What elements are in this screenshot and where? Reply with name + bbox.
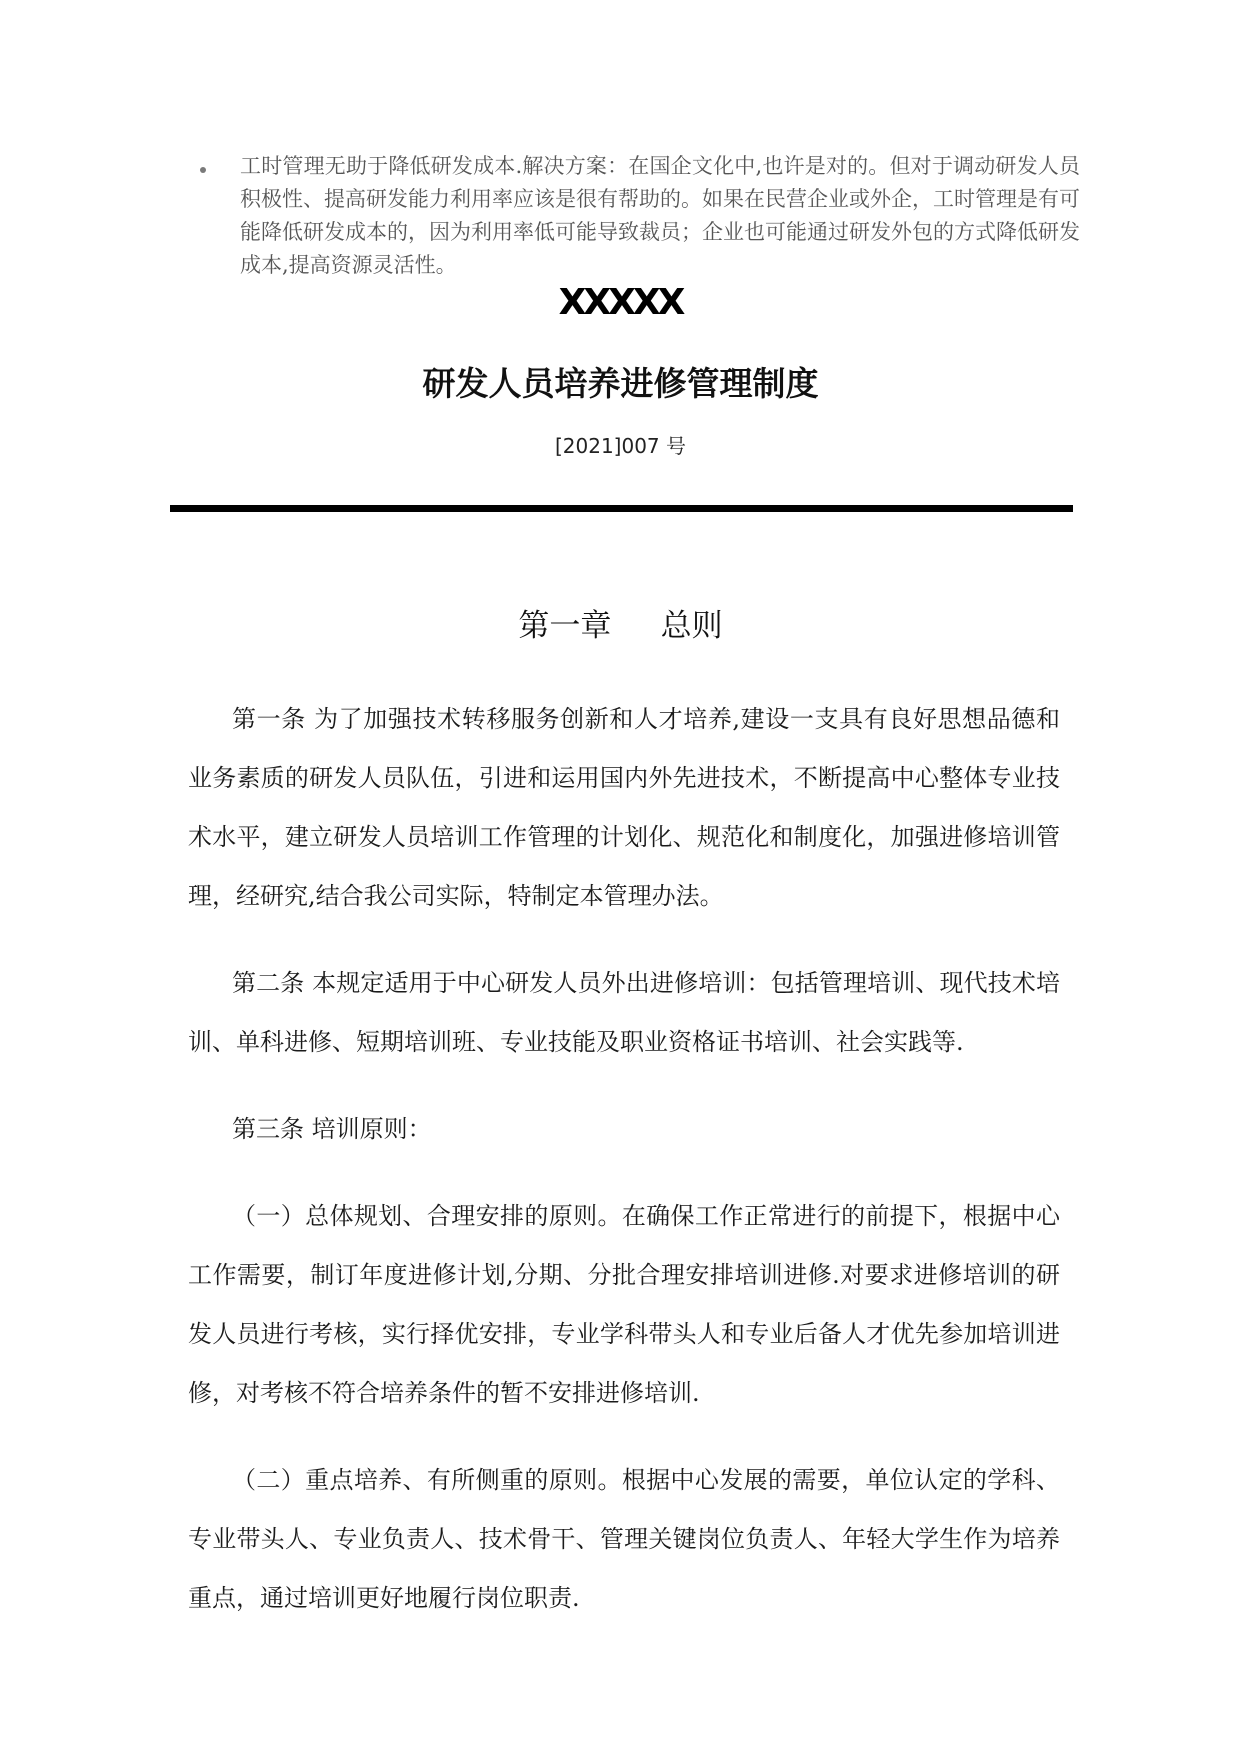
bullet-dot-icon <box>200 167 206 173</box>
document-number: [2021]007 号 <box>554 434 687 458</box>
article-3: 第三条 培训原则： <box>232 1115 432 1143</box>
article-1: 第一条 为了加强技术转移服务创新和人才培养,建设一支具有良好思想品德和业务素质的研发人员队伍，引进和运用国内外先进技术，不断提高中心整体专业技术水平，建立研发人员培训工作管理的计划化、规范化和制度化，加强进修培训管理，经研究,结合我公司实际，特制定本管理办法。 <box>188 705 1060 910</box>
header-divider <box>170 505 1073 512</box>
article-2: 第二条 本规定适用于中心研发人员外出进修培训：包括管理培训、现代技术培训、单科进修、短期培训班、专业技能及职业资格证书培训、社会实践等. <box>188 969 1060 1056</box>
organization-name: XXXXX <box>558 282 683 323</box>
principle-2: （二）重点培养、有所侧重的原则。根据中心发展的需要，单位认定的学科、专业带头人、专业负责人、技术骨干、管理关键岗位负责人、年轻大学生作为培养重点，通过培训更好地履行岗位职责. <box>188 1466 1060 1612</box>
document-body <box>188 690 1060 1656</box>
bullet-text: 工时管理无助于降低研发成本.解决方案：在国企文化中,也许是对的。但对于调动研发人员积极性、提高研发能力利用率应该是很有帮助的。如果在民营企业或外企，工时管理是有可能降低研发成本的，因为利用率低可能导致裁员；企业也可能通过研发外包的方式降低研发成本,提高资源灵活性。 <box>240 154 1080 277</box>
document-title: 研发人员培养进修管理制度 <box>422 364 819 403</box>
chapter-heading: 第一章 总则 <box>518 608 723 644</box>
bullet-item <box>200 150 1080 282</box>
principle-1: （一）总体规划、合理安排的原则。在确保工作正常进行的前提下，根据中心工作需要，制订年度进修计划,分期、分批合理安排培训进修.对要求进修培训的研发人员进行考核，实行择优安排，专业学科带头人和专业后备人才优先参加培训进修，对考核不符合培养条件的暂不安排进修培训. <box>188 1202 1060 1407</box>
